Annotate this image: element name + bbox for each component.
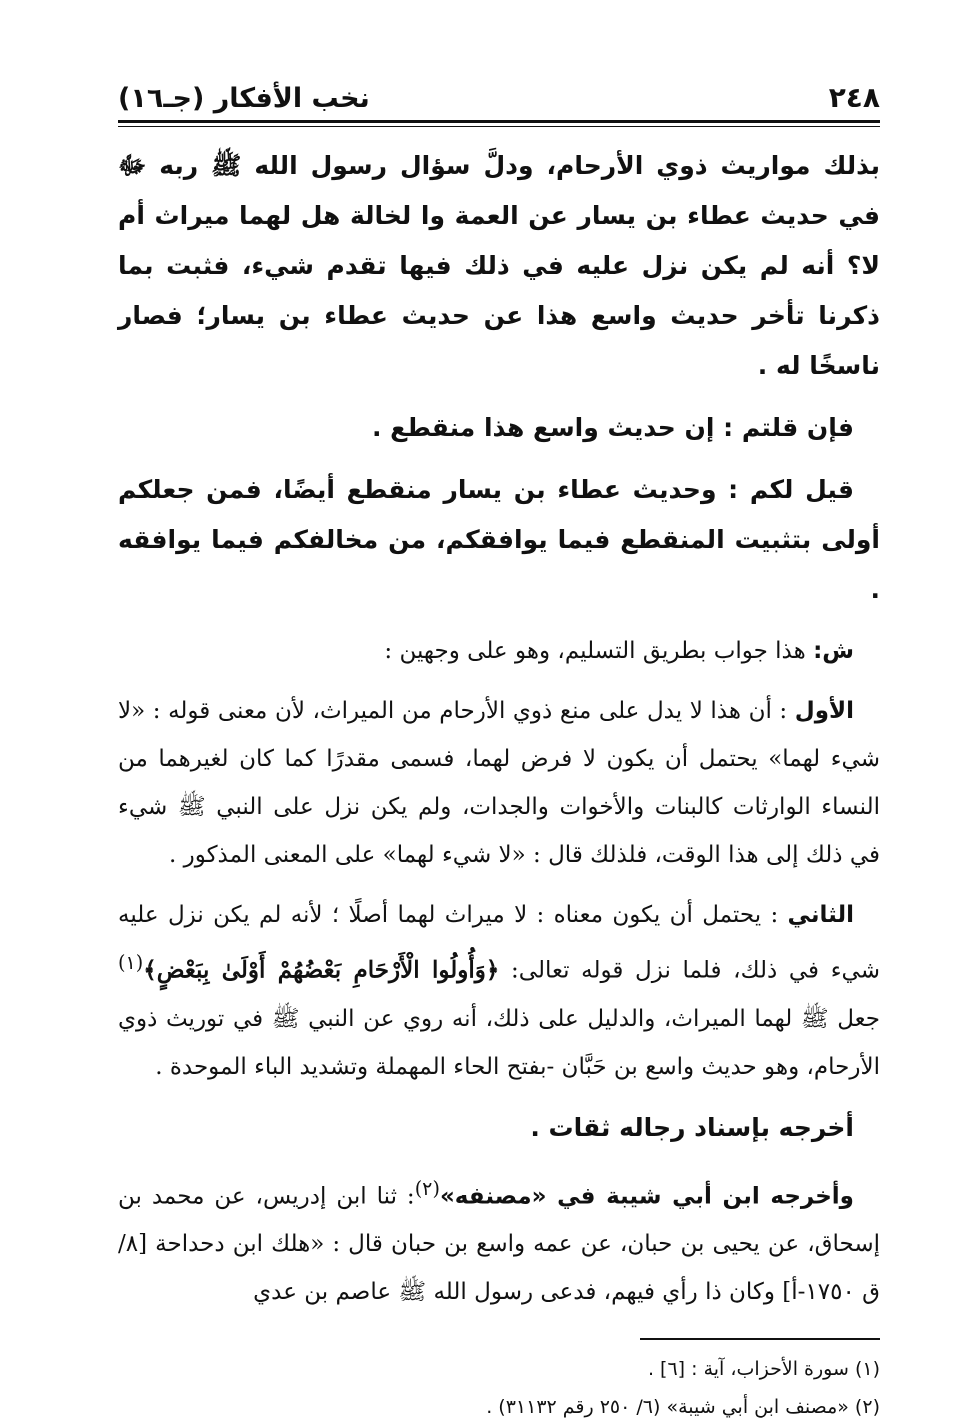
footnote-ref: (٢) [414,1176,440,1200]
paragraph-text: : يحتمل أن يكون معناه : لا ميراث لهما أصلًا ؛ لأنه لم يكن نزل عليه شيء في ذلك، فلما نزل قوله تعالى: [118,902,880,984]
footnote-1: (١) سورة الأحزاب، آية : [٦] . [647,1358,880,1381]
header-rule-thin [118,126,880,127]
footnote-2: (٢) «مصنف ابن أبي شيبة» (٦/ ٢٥٠ رقم ٣١١٣٢) . [486,1396,880,1419]
paragraph-6 [118,891,880,1091]
paragraph-text: : ثنا ابن إدريس، عن محمد بن إسحاق، عن يحيى بن حبان، عن عمه واسع بن حبان قال : «هلك ابن دحداحة [٨/ق ١٧٥٠-أ] وكان ذا رأي فيهم، فدعى رسول الله ﷺ عاصم بن عدي [118,1183,880,1306]
paragraph-8 [118,1165,880,1317]
paragraph-1: بذلك مواريث ذوي الأرحام، ودلَّ سؤال رسول الله ﷺ ربه ﷻ في حديث عطاء بن يسار عن العمة وا لخالة هل لهما ميراث أم لا؟ أنه لم يكن نزل عليه في ذلك فيها تقدم شيء، فثبت بما ذكرنا تأخر حديث واسع هذا عن حديث عطاء بن يسار؛ فصار ناسخًا له . [118,151,880,380]
paragraph-label: الأول [794,698,854,724]
footnote-ref: (١) [118,951,144,974]
footnote-divider [640,1338,880,1340]
quran-verse: ﴿وَأُولُوا الْأَرْحَامِ بَعْضُهُمْ أَوْلَىٰ بِبَعْضٍ﴾ [143,956,500,984]
paragraph-text: هذا جواب بطريق التسليم، وهو على وجهين : [384,638,814,664]
paragraph-2: فإن قلتم : إن حديث واسع هذا منقطع . [371,413,854,442]
paragraph-text: جعل ﷺ لهما الميراث، والدليل على ذلك، أنه روي عن النبي ﷺ في توريث ذوي الأرحام، وهو حديث واسع بن حَبَّان -بفتح الحاء المهملة وتشديد الباء الموحدة . [118,1005,880,1080]
paragraph-4 [118,627,880,675]
paragraph-label: الثاني [787,902,854,928]
paragraph-label: ش: [813,638,854,664]
paragraph-3: قيل لكم : وحديث عطاء بن يسار منقطع أيضًا، فمن جعلكم أولى بتثبيت المنقطع فيما يوافقكم، من مخالفكم فيما يوافقه . [118,475,880,604]
paragraph-7: أخرجه بإسناد رجاله ثقات . [530,1112,854,1142]
book-page [118,70,880,1426]
page-number: ٢٤٨ [828,81,880,114]
book-title: نخب الأفكار (جـ١٦) [118,83,370,114]
paragraph-5 [118,687,880,879]
page-header [118,70,880,114]
header-rule [118,120,880,123]
paragraph-text: : أن هذا لا يدل على منع ذوي الأرحام من الميراث، لأن معنى قوله : «لا شيء لهما» يحتمل أن يكون لا فرض لهما، فسمى مقدرًا كما كان لغيرهما من النساء الوارثات كالبنات والأخوات والجدات، ولم يكن نزل على النبي ﷺ شيء في ذلك إلى هذا الوقت، فلذلك قال : «لا شيء لهما» على المعنى المذكور . [118,698,880,868]
paragraph-lead: وأخرجه ابن أبي شيبة في «مصنفه» [439,1183,854,1210]
